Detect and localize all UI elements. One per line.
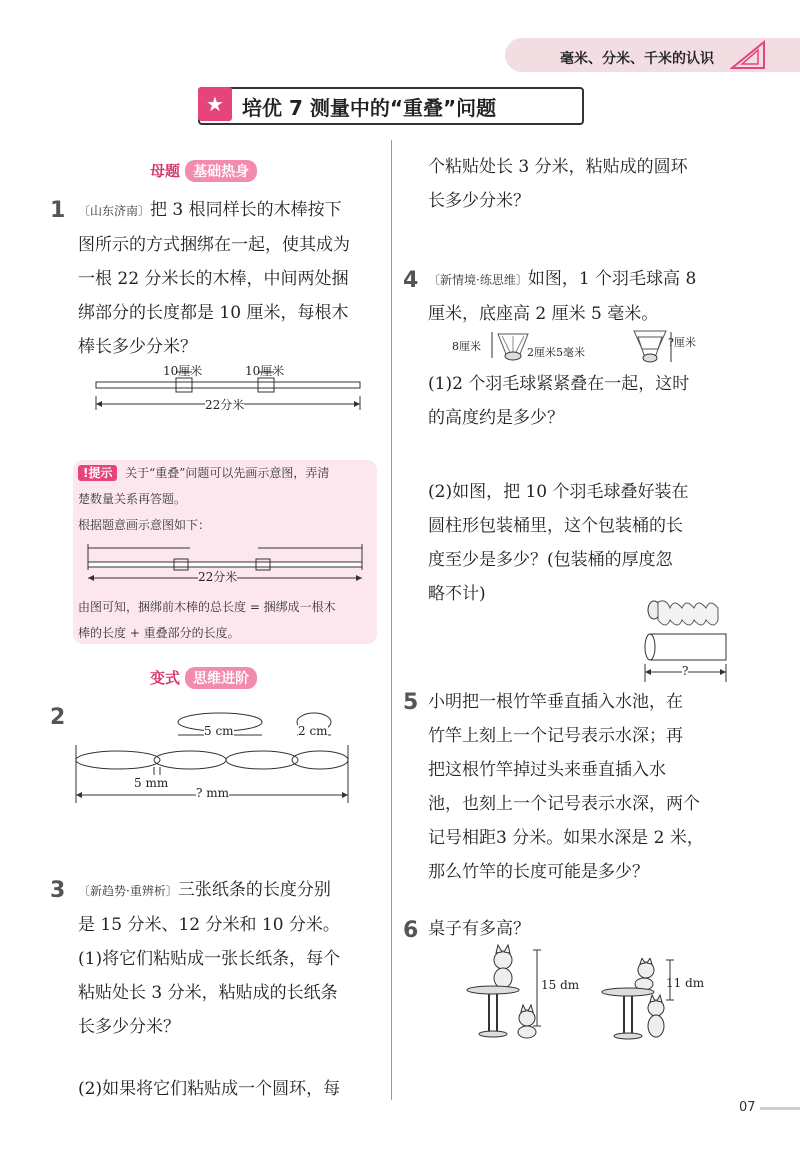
- ruler-triangle-icon: [730, 40, 766, 70]
- question-line: 粘贴处长 3 分米，粘贴成的长纸条: [78, 983, 338, 1003]
- question-4-part-2: [428, 475, 748, 611]
- hint-conclusion: [78, 594, 378, 646]
- figure-label: ?: [682, 664, 689, 678]
- question-line: 个粘贴处长 3 分米，粘贴成的圆环: [428, 157, 688, 177]
- question-line: 小明把一根竹竿垂直插入水池，在: [428, 692, 683, 712]
- page-title: 培优 7 测量中的“重叠”问题: [242, 96, 497, 120]
- question-3-continued: [428, 150, 748, 218]
- hint-line: 由图可知，捆绑前木棒的总长度 = 捆绑成一根木: [78, 600, 336, 614]
- question-1-text: [78, 193, 388, 364]
- section-base-title: 母题: [150, 162, 181, 180]
- question-line: 厘米，底座高 2 厘米 5 毫米。: [428, 304, 659, 324]
- question-line: 长多少分米？: [78, 1017, 180, 1037]
- figure-label: 8厘米: [452, 340, 481, 353]
- question-line: 是 15 分米、12 分米和 10 分米。: [78, 915, 340, 935]
- section-header-label: 毫米、分米、千米的认识: [560, 51, 714, 67]
- question-4-text: [428, 262, 748, 331]
- question-line: 长多少分米？: [428, 191, 530, 211]
- table-cat-figure-left: [455, 942, 555, 1042]
- question-3-text: [78, 873, 388, 1044]
- question-line: 图所示的方式捆绑在一起，使其成为: [78, 235, 350, 255]
- question-number: 2: [50, 705, 66, 730]
- star-icon: ★: [198, 87, 232, 121]
- question-line: 池，也刻上一个记号表示水深，两个: [428, 794, 700, 814]
- question-tag: 〔新情境·练思维〕: [428, 273, 528, 287]
- question-number: 1: [50, 198, 66, 223]
- question-line: 三张纸条的长度分别: [177, 880, 331, 900]
- question-line: 竹竿上刻上一个记号表示水深；再: [428, 726, 683, 746]
- figure-label: 2厘米5毫米: [527, 346, 585, 359]
- question-line: 那么竹竿的长度可能是多少？: [428, 862, 649, 882]
- question-number: 3: [50, 878, 66, 903]
- question-line: 把 3 根同样长的木棒按下: [150, 200, 342, 220]
- section-variant-pill: 思维进阶: [185, 667, 257, 689]
- question-4-part-1: [428, 367, 748, 435]
- section-variant-title: 变式: [150, 669, 181, 687]
- hint-line: 楚数量关系再答题。: [78, 492, 187, 506]
- hint-line: 根据题意画示意图如下：: [78, 518, 211, 532]
- question-line: 略不计): [428, 584, 486, 604]
- figure-label: 5 cm: [204, 724, 234, 738]
- question-line: 如图，1 个羽毛球高 8: [527, 269, 697, 289]
- question-line: 的高度约是多少？: [428, 408, 564, 428]
- hint-line: 关于“重叠”问题可以先画示意图，弄清: [125, 466, 330, 480]
- question-line: 记号相距3 分米。如果水深是 2 米，: [428, 828, 704, 848]
- question-tag: 〔新趋势·重辨析〕: [78, 884, 178, 898]
- question-line: 一根 22 分米长的木棒，中间两处捆: [78, 269, 349, 289]
- figure-label: ?厘米: [668, 336, 696, 349]
- question-tag: 〔山东济南〕: [78, 204, 151, 218]
- hint-line: 棒的长度 + 重叠部分的长度。: [78, 626, 240, 640]
- figure-label: 2 cm: [298, 724, 328, 738]
- question-line: 度至少是多少？(包装桶的厚度忽: [428, 550, 673, 570]
- question-line: (1)将它们粘贴成一张长纸条，每个: [78, 949, 341, 969]
- hint-content: [78, 460, 378, 538]
- question-line: 绑部分的长度都是 10 厘米，每根木: [78, 303, 349, 323]
- question-line: 棒长多少分米？: [78, 337, 197, 357]
- hint-label: !提示: [78, 465, 117, 481]
- question-number: 4: [403, 268, 419, 293]
- figure-label: 22分米: [198, 570, 238, 584]
- table-cat-figure-right: [598, 958, 678, 1042]
- figure-label: 10厘米: [163, 364, 203, 378]
- stacked-shuttlecocks-icon: [630, 325, 670, 365]
- figure-label: 22分米: [205, 398, 245, 412]
- figure-label: 5 mm: [134, 776, 169, 790]
- figure-label: 11 dm: [666, 976, 705, 990]
- question-6-text: 桌子有多高？: [428, 919, 530, 939]
- section-variant-heading: [150, 667, 257, 689]
- question-line: (2)如图，把 10 个羽毛球叠好装在: [428, 482, 689, 502]
- question-line: 把这根竹竿掉过头来垂直插入水: [428, 760, 666, 780]
- question-number: 6: [403, 918, 419, 943]
- section-base-heading: [150, 160, 257, 182]
- section-base-pill: 基础热身: [185, 160, 257, 182]
- figure-label: 10厘米: [245, 364, 285, 378]
- question-number: 5: [403, 690, 419, 715]
- figure-label: 15 dm: [541, 978, 580, 992]
- question-line: (1)2 个羽毛球紧紧叠在一起，这时: [428, 374, 690, 394]
- figure-label: ? mm: [196, 786, 230, 800]
- question-5-text: [428, 685, 748, 889]
- question-line: 圆柱形包装桶里，这个包装桶的长: [428, 516, 683, 536]
- question-line: (2)如果将它们粘贴成一个圆环，每: [78, 1079, 341, 1099]
- page-number: 07: [739, 1100, 756, 1115]
- page-number-bar: [760, 1107, 800, 1110]
- column-divider: [391, 140, 392, 1100]
